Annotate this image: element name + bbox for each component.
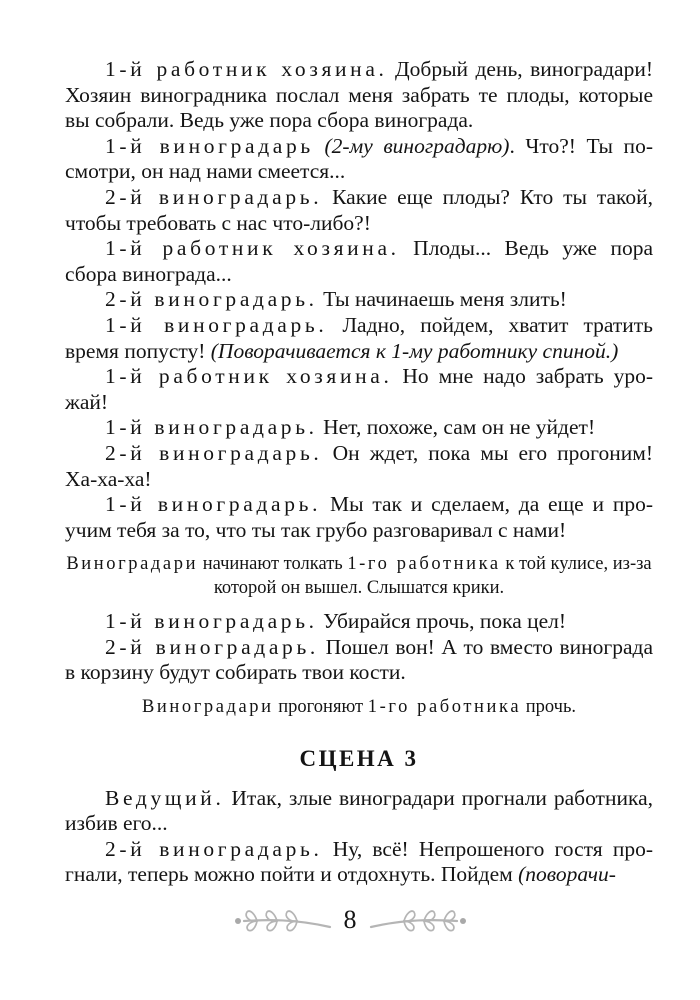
dialogue-text: Какие еще плоды? Кто ты такой, чтобы требовать с нас что-либо?! xyxy=(65,184,654,235)
speaker-name: 2-й виноградарь. xyxy=(105,836,323,861)
dialogue-line xyxy=(65,609,653,635)
speaker-name: 1-й работник хозяина. xyxy=(105,364,393,389)
stage-direction xyxy=(65,696,653,720)
stage-direction-text: к той кулисе, из-за которой он вышел. Слышатся крики. xyxy=(213,554,652,598)
stage-direction-actor: 1-го работника xyxy=(347,554,501,575)
speaker-name: 1-й виноградарь xyxy=(105,133,314,158)
dialogue-line xyxy=(65,837,653,888)
stage-direction-text: прогоняют xyxy=(273,697,368,718)
dialogue-line xyxy=(65,441,653,492)
dialogue-line xyxy=(65,134,653,185)
dialogue-text: Ладно, пойдем, хватит тратить время попусту! xyxy=(65,312,653,363)
page-footer xyxy=(0,905,700,935)
stage-direction-text: прочь. xyxy=(521,697,577,718)
page-number: 8 xyxy=(343,905,357,934)
dialogue-text: Но мне надо забрать урожай! xyxy=(65,364,653,414)
dialogue-line xyxy=(65,236,653,287)
speaker-name: 1-й виноградарь. xyxy=(105,415,318,440)
stage-direction-text: начинают толкать xyxy=(198,554,348,575)
speaker-name: 1-й работник хозяина. xyxy=(105,57,388,81)
stage-cue-inline: (Поворачивается к 1-му работнику спиной.) xyxy=(210,338,619,363)
speaker-name: Ведущий. xyxy=(105,785,225,810)
dialogue-line xyxy=(65,313,653,364)
stage-direction-actor: 1-го работника xyxy=(367,697,522,718)
stage-direction-actor: Виноградари xyxy=(141,697,274,718)
dialogue-line xyxy=(65,57,653,134)
dialogue-text: Добрый день, виноградари! Хозяин виноградника послал меня забрать те плоды, которые вы собрали. Ведь уже пора сбора винограда. xyxy=(65,57,653,133)
speaker-name: 1-й виноградарь. xyxy=(105,492,322,517)
dialogue-text: Пошел вон! А то вместо винограда в корзину будут собирать твои кости. xyxy=(65,634,653,685)
speaker-name: 1-й работник хозяина. xyxy=(105,236,400,261)
dialogue-text: Плоды... Ведь уже пора сбора винограда... xyxy=(65,236,653,286)
dialogue-text: Убирайся прочь, пока цел! xyxy=(317,609,567,634)
speaker-name: 2-й виноградарь. xyxy=(105,440,323,465)
stage-direction-actor: Виноградари xyxy=(66,554,199,575)
speaker-name: 1-й виноградарь. xyxy=(105,312,328,337)
scene-heading: СЦЕНА 3 xyxy=(299,745,419,771)
vine-flourish-right-icon xyxy=(368,905,468,935)
dialogue-line xyxy=(65,364,653,415)
dialogue-line xyxy=(65,635,653,686)
dialogue-text: Итак, злые виноградари прогнали работника, избив его... xyxy=(65,785,653,836)
stage-cue-inline: (поворачи- xyxy=(518,862,616,887)
dialogue-text: Мы так и сделаем, да еще и проучим тебя за то, что ты так грубо разговаривал с нами! xyxy=(65,492,653,542)
speaker-name: 2-й виноградарь. xyxy=(105,634,319,659)
dialogue-line xyxy=(65,492,653,543)
speaker-name: 2-й виноградарь. xyxy=(105,287,318,312)
dialogue-line xyxy=(65,415,653,441)
stage-cue-inline: (2-му виноградарю) xyxy=(313,133,510,158)
dialogue-text: Он ждет, пока мы его прогоним! Ха-ха-ха! xyxy=(65,440,653,491)
dialogue-line xyxy=(65,185,653,236)
dialogue-text: Ну, всё! Непрошеного гостя прогнали, теперь можно пойти и отдохнуть. Пойдем xyxy=(65,836,653,887)
speaker-name: 2-й виноградарь. xyxy=(105,184,323,209)
dialogue-text: Нет, похоже, сам он не уйдет! xyxy=(317,415,596,440)
vine-flourish-left-icon xyxy=(233,905,333,935)
dialogue-text: Ты начинаешь меня злить! xyxy=(317,287,567,312)
speaker-name: 1-й виноградарь. xyxy=(105,609,318,634)
stage-direction xyxy=(65,553,653,600)
dialogue-text: . Что?! Ты посмотри, он над нами смеется... xyxy=(65,133,653,184)
dialogue-line xyxy=(65,287,653,313)
dialogue-line xyxy=(65,786,653,837)
